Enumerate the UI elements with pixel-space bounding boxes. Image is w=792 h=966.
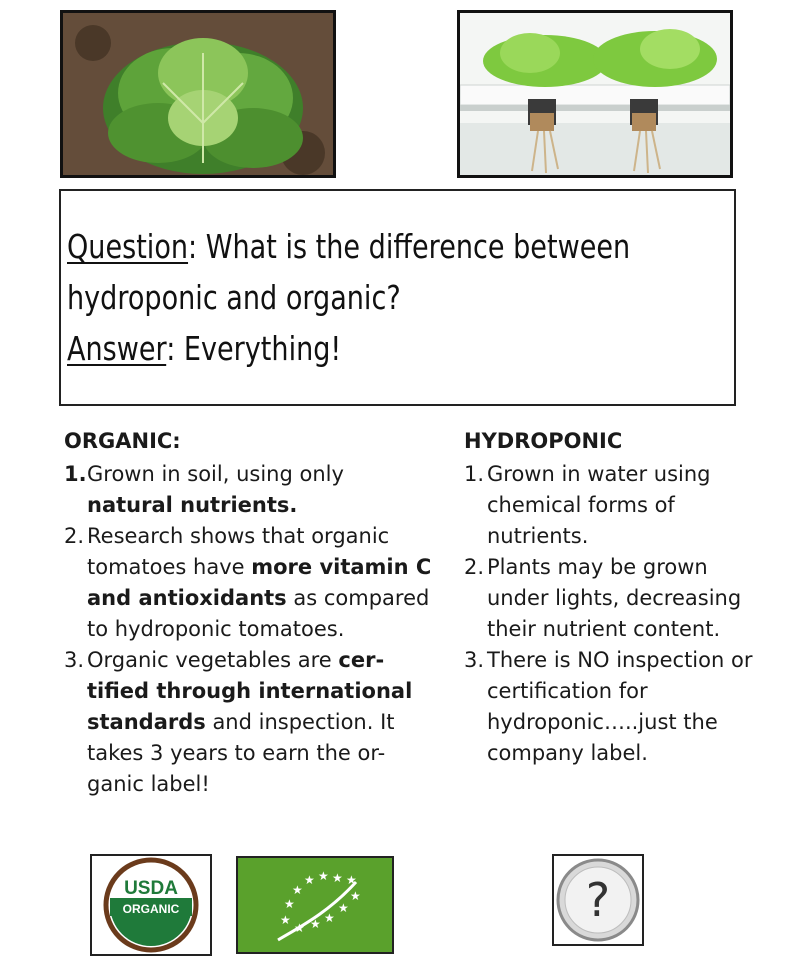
svg-text:★: ★: [292, 883, 303, 897]
organic-item-2: [64, 521, 434, 645]
hydroponic-column: [464, 426, 764, 769]
organic-item-2-text-end: as compared to hydroponic tomatoes.: [87, 586, 430, 641]
organic-item-1-text: Grown in soil, using only: [87, 462, 344, 486]
organic-item-1: [64, 459, 434, 521]
svg-text:★: ★: [332, 871, 343, 885]
question-answer-box: [59, 189, 736, 406]
answer-label: Answer: [67, 329, 167, 368]
hydroponic-item-1: [464, 459, 764, 552]
svg-text:★: ★: [280, 913, 291, 927]
answer-text: : Everything!: [166, 329, 342, 368]
hydroponic-item-3: [464, 645, 764, 769]
organic-item-3-text-end: and inspection. It takes 3 years to earn the or-ganic label!: [87, 710, 395, 796]
svg-text:★: ★: [310, 917, 321, 931]
hydroponic-item-3-number: 3.: [464, 648, 485, 672]
hydroponic-lettuce-photo: [457, 10, 733, 178]
usda-text: USDA: [124, 878, 178, 899]
svg-text:★: ★: [304, 873, 315, 887]
question-line: [67, 221, 631, 272]
svg-text:★: ★: [324, 911, 335, 925]
question-line-2: hydroponic and organic?: [67, 278, 401, 317]
svg-text:★: ★: [338, 901, 349, 915]
organic-text: ORGANIC: [122, 902, 180, 916]
organic-item-3-emphasis: cer-tified through international standards: [87, 648, 413, 734]
question-mark-glyph: ?: [585, 873, 611, 927]
organic-heading: ORGANIC:: [64, 429, 181, 453]
organic-item-1-emphasis: natural nutrients.: [87, 493, 298, 517]
svg-text:★: ★: [294, 921, 305, 935]
question-mark-icon: [552, 854, 644, 946]
question-text: : What is the difference between: [188, 227, 631, 266]
organic-item-3-text: Organic vegetables are: [87, 648, 339, 672]
organic-item-2-number: 2.: [64, 524, 85, 548]
eu-organic-leaf-logo: [236, 856, 394, 954]
question-label: Question: [67, 227, 189, 266]
organic-item-2-text: Research shows that organic tomatoes have: [87, 524, 390, 579]
hydroponic-list: [464, 459, 764, 769]
organic-item-3: [64, 645, 434, 800]
hydroponic-heading: HYDROPONIC: [464, 429, 623, 453]
usda-organic-logo: [90, 854, 212, 956]
svg-text:★: ★: [350, 889, 361, 903]
organic-list: [64, 459, 434, 800]
answer-line: [67, 323, 614, 374]
svg-text:★: ★: [346, 873, 357, 887]
organic-item-3-number: 3.: [64, 648, 85, 672]
organic-column: [64, 426, 434, 800]
hydroponic-item-2: [464, 552, 764, 645]
hydroponic-item-1-text: Grown in water using chemical forms of nutrients.: [487, 462, 711, 548]
hydroponic-item-2-text: Plants may be grown under lights, decreasing their nutrient content.: [487, 555, 742, 641]
svg-text:★: ★: [284, 897, 295, 911]
organic-lettuce-photo: [60, 10, 336, 178]
organic-item-2-emphasis: more vitamin C and antioxidants: [87, 555, 432, 610]
hydroponic-item-3-text: There is NO inspection or certification for hydroponic…..just the company label.: [487, 648, 753, 765]
hydroponic-item-1-number: 1.: [464, 462, 485, 486]
svg-text:★: ★: [318, 869, 329, 883]
hydroponic-item-2-number: 2.: [464, 555, 485, 579]
organic-item-1-number: 1.: [64, 462, 87, 486]
